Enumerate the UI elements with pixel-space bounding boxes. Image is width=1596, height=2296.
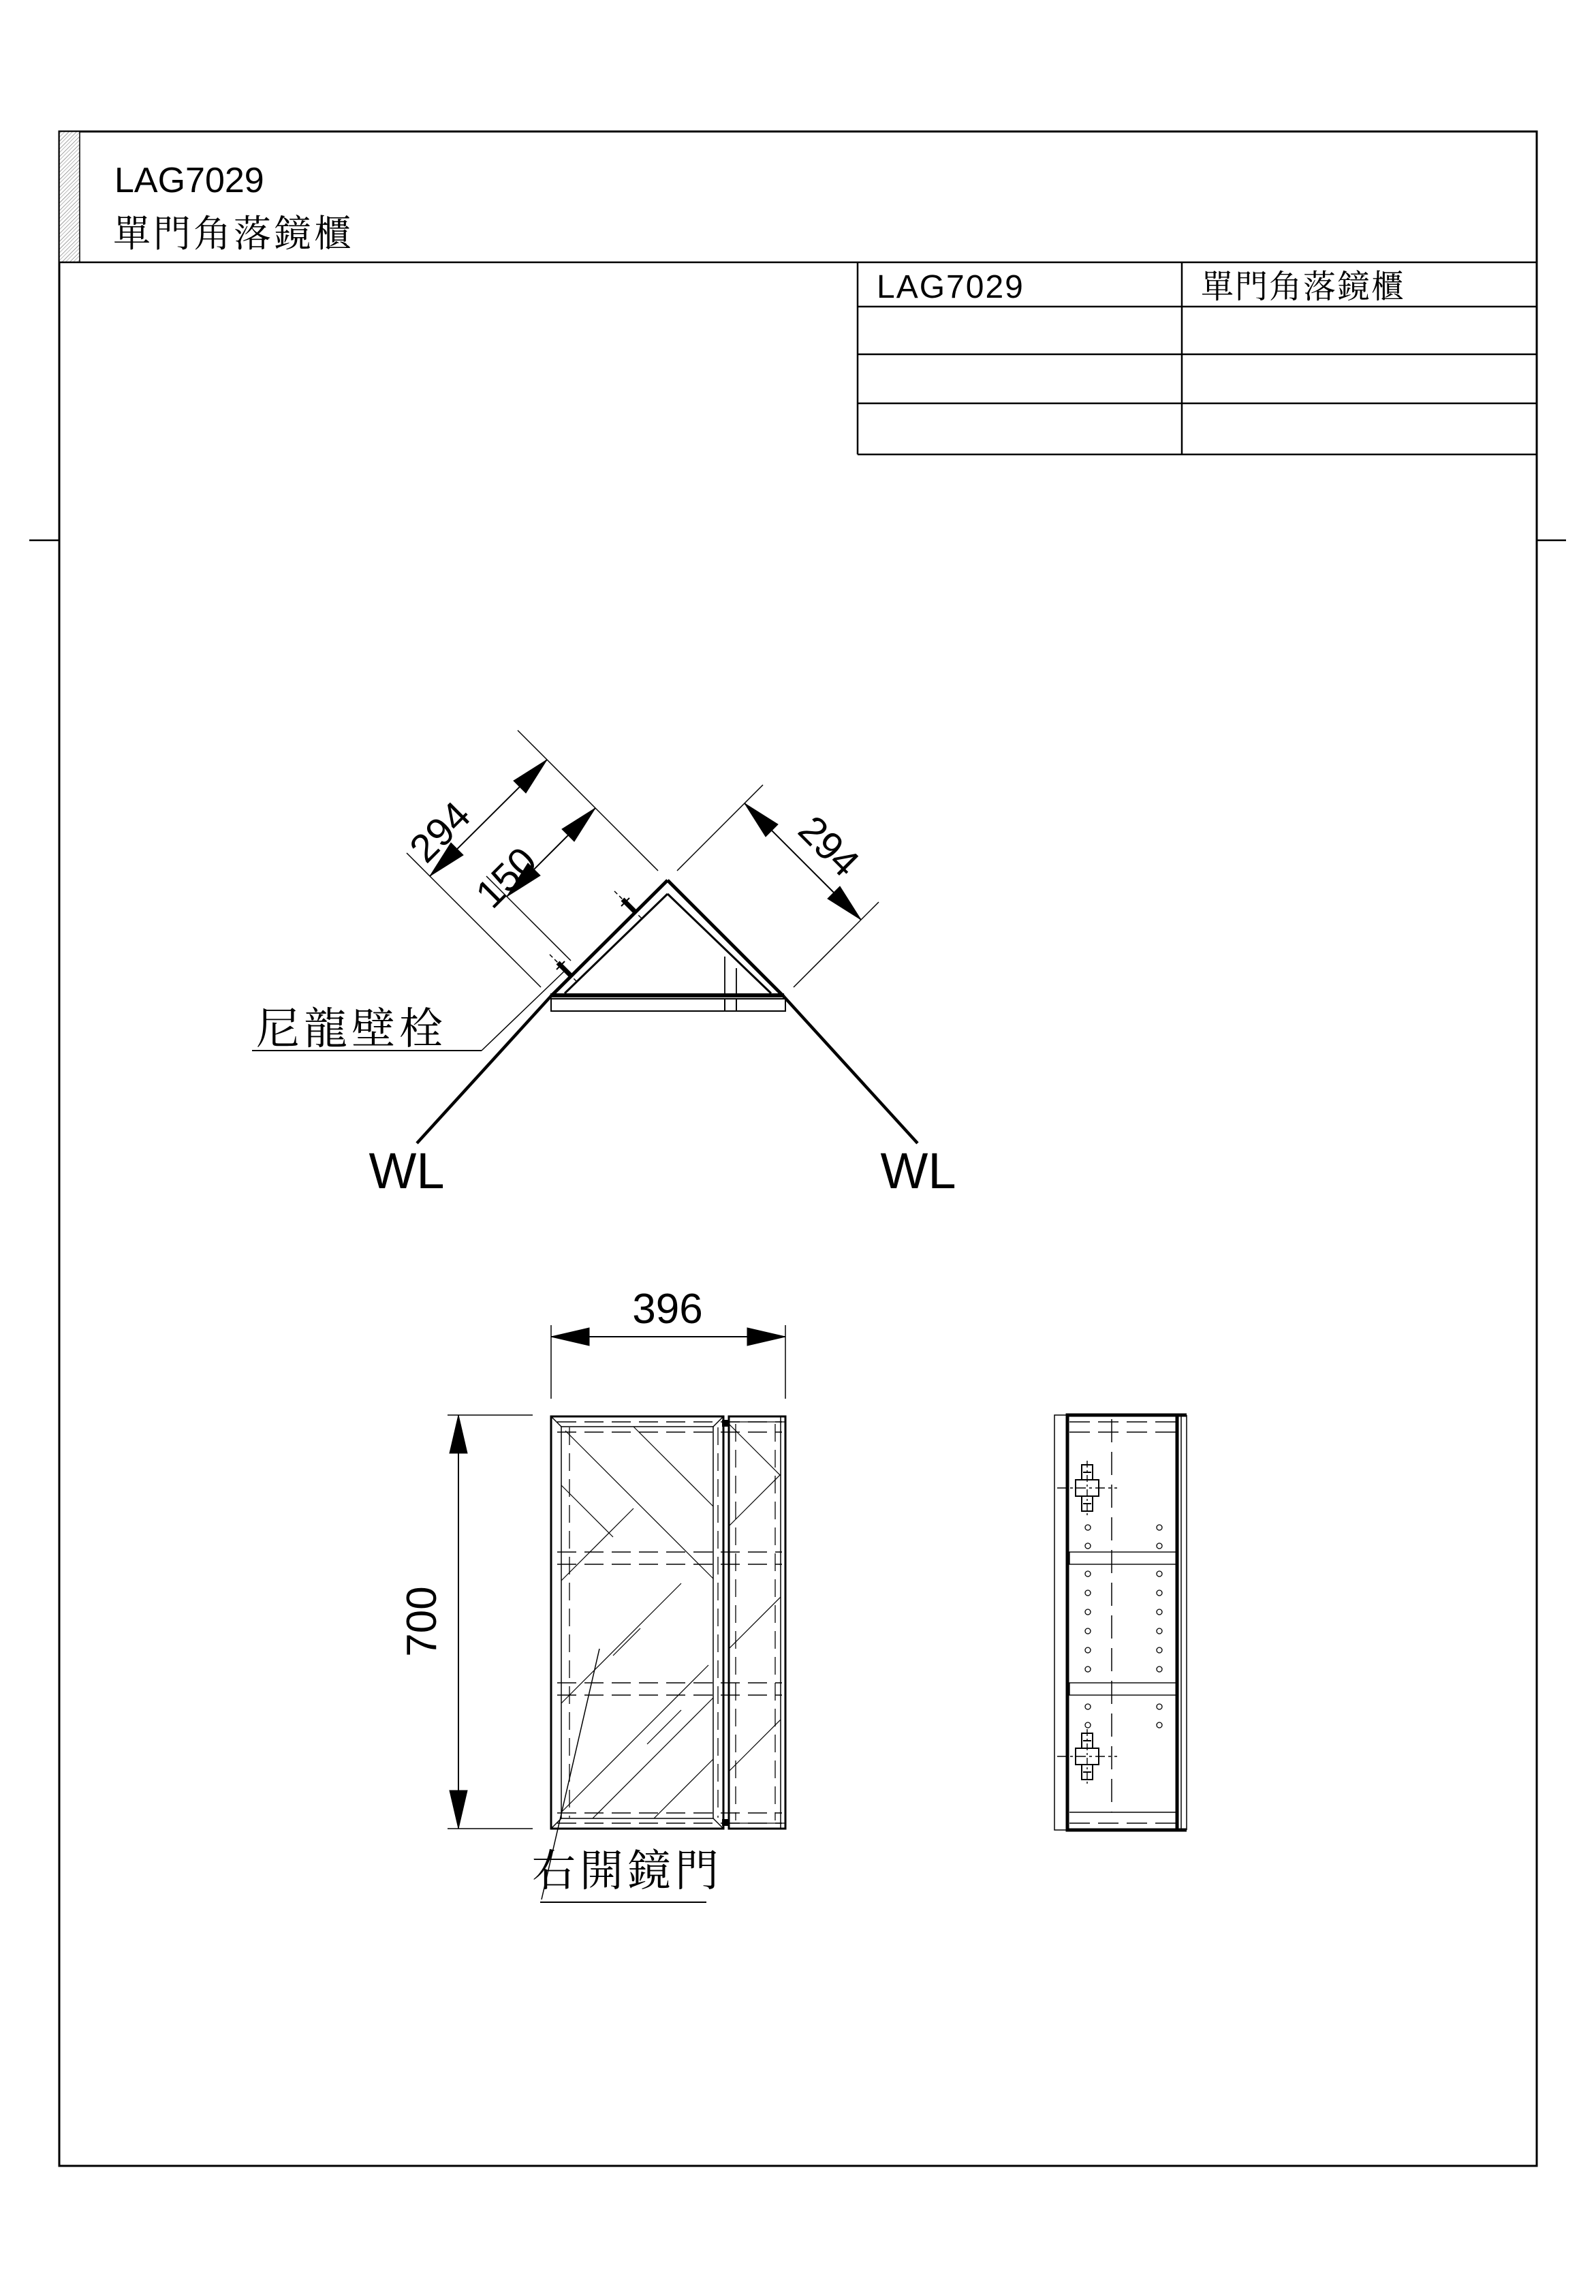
- door-front-edge-plan: [551, 999, 785, 1011]
- dim-width: 396: [632, 1286, 703, 1333]
- wall-lines: [417, 997, 918, 1143]
- title-model: LAG7029: [114, 161, 264, 200]
- title-block: [59, 131, 1537, 262]
- dim-height: 700: [398, 1586, 445, 1657]
- top-view: [252, 730, 956, 1199]
- info-table-text: [877, 269, 1405, 305]
- dimension-width-396: [551, 1325, 785, 1399]
- mirror-door: [551, 1416, 723, 1829]
- cabinet-plan-outline: [550, 880, 784, 997]
- title-product-name: 單門角落鏡櫃: [113, 213, 355, 255]
- shelf-pin-holes: [1085, 1525, 1162, 1728]
- dim-side-left: 294: [401, 793, 480, 871]
- back-panel: [1054, 1415, 1067, 1830]
- page-border: [29, 131, 1566, 2166]
- hidden-shelf-lines-front: [557, 1422, 782, 1823]
- wl-label-left: WL: [369, 1143, 445, 1199]
- dimension-right-294: [677, 785, 879, 987]
- mirror-hatch-side-panel: [729, 1424, 781, 1771]
- shelf-lower: [1069, 1683, 1176, 1695]
- dimension-height-700: [448, 1415, 533, 1829]
- dim-side-right: 294: [789, 807, 868, 886]
- table-cell-name: 單門角落鏡櫃: [1201, 269, 1406, 305]
- wall-plug-symbol: [550, 891, 642, 982]
- title-hatch-strip: [59, 131, 80, 262]
- front-view: [398, 1286, 785, 1902]
- door-annotation: [532, 1649, 723, 1902]
- door-label: 右開鏡門: [532, 1846, 723, 1895]
- wall-line-right: [784, 997, 918, 1143]
- wall-plug-label: 尼龍壁栓: [256, 1004, 447, 1053]
- dim-side-left-partial: 150: [467, 839, 546, 917]
- shelf-upper: [1069, 1552, 1176, 1564]
- mirror-hatch-door: [561, 1427, 713, 1818]
- table-cell-model: LAG7029: [877, 269, 1024, 305]
- wall-plug-annotation: [252, 970, 565, 1053]
- wl-label-right: WL: [880, 1143, 956, 1199]
- side-body: [1066, 1415, 1187, 1830]
- side-view: [1054, 1415, 1187, 1830]
